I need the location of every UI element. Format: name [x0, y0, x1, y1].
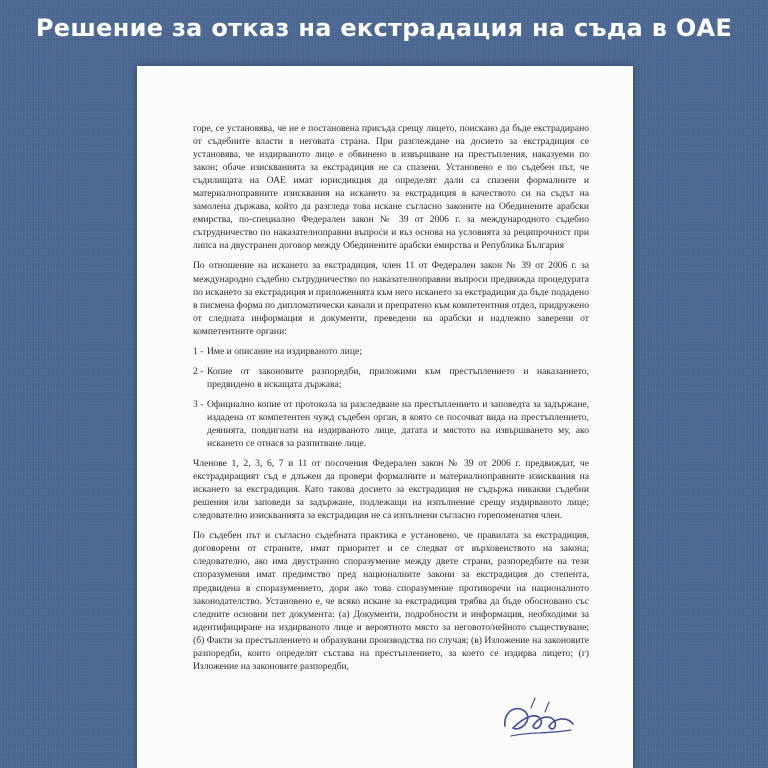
handwritten-signature [475, 686, 595, 756]
list-item [193, 398, 589, 450]
paragraph-articles: Членове 1, 2, 3, 6, 7 и 11 от посочения Федерален закон № 39 от 2006 г. предвиждат, че екстрадиращият съд е длъжен да провери формалните и материалноправните изисквания на искането за екстрадиция. Като такова досието за екстрадиция не съдържа никакви съдебни решения или заповеди за задържане, подлежащи на изпълнение срещу издирваното лице; следователно изискванията за екстрадиция не са изпълнени съгласно горепоменатия член. [193, 458, 589, 522]
list-item [193, 345, 589, 358]
paragraph-article-11: По отношение на искането за екстрадиция, член 11 от Федерален закон № 39 от 2006 г. за международно съдебно сътрудничество по наказателноправни въпроси предвижда процедурата по искането за екстрадиция и приложенията към него искането за екстрадиция да бъде подадено в писмена форма по дипломатически канали и препратено към компетентния отдел, придружено от следната информация и документи, преведени на арабски и надлежно заверени от компетентните органи: [193, 260, 589, 337]
list-item-text: Име и описание на издирваното лице; [207, 345, 362, 357]
list-item-number: 3 - [193, 398, 204, 410]
document-list [193, 345, 589, 450]
paragraph-case-law: По съдебен път и съгласно съдебната практика е установено, че правилата за екстрадиция, договорени от страните, имат приоритет и се следват от върховенството на закона; следователно, ако има двустранно споразумение между двете страни, разпоредбите на тези споразумения имат предимство пред националните закони за екстрадиция до степента, предвидена в споразумението, дори ако това споразумение противоречи на националното законодателство. Установено е, че всяко искане за екстрадиция трябва да бъде обосновано със следните основни пет документа: (а) Документи, подробности и информация, необходими за идентифициране на издирваното лице и вероятното място за неговото/нейното съществуване; (б) Факти за престъплението и образувани производства по случая; (в) Изложение на законовите разпоредби, които определят състава на престъплението, за което се издирва лицето; (г) Изложение на законовите разпоредби, [193, 530, 589, 672]
list-item-text: Копие от законовите разпоредби, приложими към престъплението и наказанието, предвидено в искащата държава; [207, 365, 589, 390]
document-body [193, 122, 589, 680]
list-item [193, 365, 589, 391]
document-page [137, 66, 633, 768]
paragraph-jurisdiction: горе, се установява, че не е постановена присъда срещу лицето, поискано да бъде екстрадирано от съдебните власти в неговата страна. При разглеждане на досието за екстрадиция се установява, че издирваното лице е обвинено в извършване на престъпления, наказуеми по закон; обаче изискванията за екстрадиция не са спазени. Установено е по съдебен път, че съдилищата на ОАЕ имат юрисдикция да определят дали са спазени формалните и материалноправните изисквания на искането за екстрадиция в качеството си на съдът на замолена държава, който да разгледа това искане съгласно законите на Обединените арабски емирства, по-специално Федерален закон № 39 от 2006 г. за международното съдебно сътрудничество по наказателноправни въпроси и въз основа на условията за реципрочност при липса на двустранен договор между Обединените арабски емирства и Република България [193, 123, 589, 252]
list-item-number: 1 - [193, 345, 204, 357]
page-headline: Решение за отказ на екстрадация на съда в ОАЕ [35, 14, 733, 42]
list-item-text: Официално копие от протокола за разследване на престъплението и заповедта за задържане, издадена от компетентен чужд съдебен орган, в която се посочват вида на престъплението, деянията, повдигнати на издирваното лице, датата и мястото на извършването му, ако искането се отнася за разпитване лице. [207, 398, 589, 450]
list-item-number: 2 - [193, 365, 204, 377]
